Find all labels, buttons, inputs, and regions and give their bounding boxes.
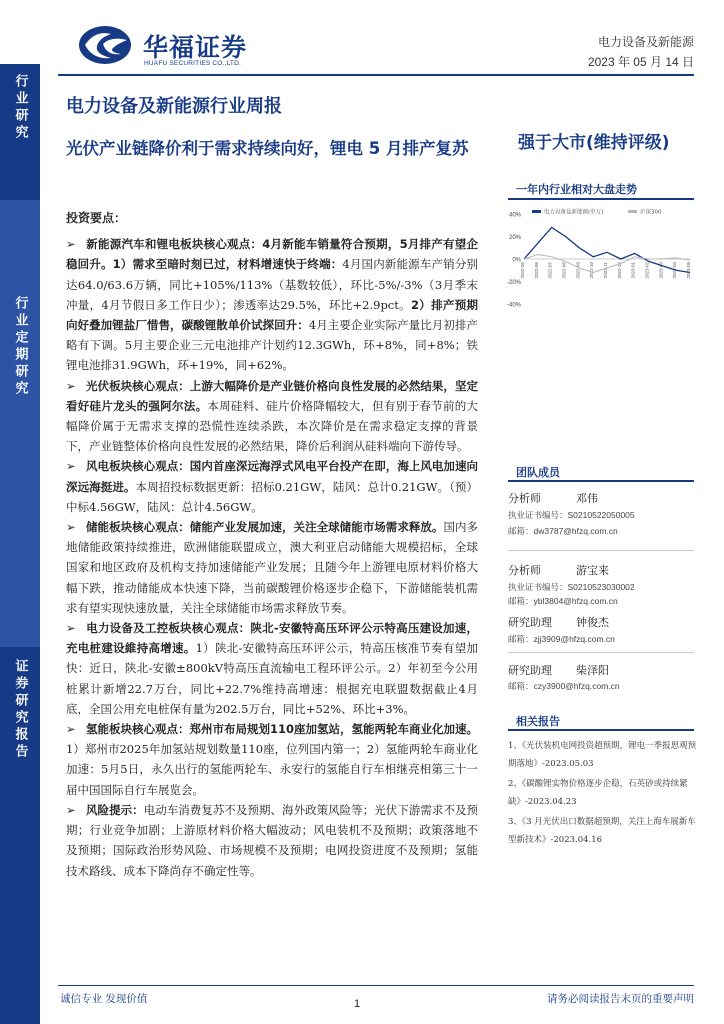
x-tick-label: 2023-04 bbox=[672, 262, 678, 279]
analyst-name: 游宝来 bbox=[576, 564, 609, 577]
arrow-bullet-icon: ➢ bbox=[66, 459, 76, 474]
x-tick-label: 2023-01 bbox=[630, 262, 636, 279]
analyst-card bbox=[508, 490, 694, 537]
related-report-item[interactable]: 2、《碳酸锂实物价格逐步企稳，石英砂或持续紧缺》-2023.04.23 bbox=[508, 779, 688, 807]
x-tick-label: 2023-03 bbox=[658, 262, 664, 279]
side-tab-label: 行业研究 bbox=[12, 74, 28, 142]
arrow-bullet-icon: ➢ bbox=[66, 722, 76, 737]
header-divider bbox=[58, 74, 694, 76]
analyst-name: 钟俊杰 bbox=[576, 616, 609, 629]
analyst-name: 邓伟 bbox=[576, 492, 598, 505]
side-tab-periodic-research bbox=[0, 200, 40, 647]
legend-swatch bbox=[532, 210, 541, 213]
x-tick-label: 2022-08 bbox=[561, 262, 567, 279]
rating: 强于大市(维持评级) bbox=[518, 133, 670, 153]
analyst-role: 研究助理 bbox=[508, 616, 552, 629]
highlight-paragraph: ➢ 风电板块核心观点：国内首座深远海浮式风电平台投产在即，海上风电加速向深远海挺进。本周招投标数据更新：招标0.21GW，陆风：总计0.21GW。（预）中标4.56GW，陆风：总计4.56GW。 bbox=[66, 456, 478, 517]
x-tick-label: 2023-05 bbox=[686, 262, 691, 279]
chart-title: 一年内行业相对大盘走势 bbox=[516, 183, 637, 196]
x-tick-label: 2022-05 bbox=[520, 262, 525, 279]
team-title-rule bbox=[508, 480, 694, 482]
analyst-email[interactable]: 邮箱：ybl3804@hfzq.com.cn bbox=[508, 596, 618, 607]
side-tab-securities-report bbox=[0, 647, 40, 1024]
highlight-paragraph: ➢ 光伏板块核心观点：上游大幅降价是产业链价格向良性发展的必然结果，坚定看好硅片龙头的强阿尔法。本周硅料、硅片价格降幅较大，但有别于春节前的大幅降价属于无需求支撑的恐慌性连续杀跌，本次降价是在需求稳定支撑的背景下，产业链整体价格向良性发展的必然结果，降价后利润从硅料端向下游传导。 bbox=[66, 376, 478, 457]
y-tick-label: 20% bbox=[508, 235, 521, 241]
highlight-paragraph: ➢ 新能源汽车和锂电板块核心观点：4月新能车销量符合预期，5月排产有望企稳回升。1）需求至暗时刻已过，材料增速快于终端：4月国内新能源车产销分别达64.0/63.6万辆，同比+105%/113%（基数较低），环比-5%/-3%（3月季末冲量，4月节假日多工作日少）；渗透率达29.5%，环比+2.9pct。2）排产预期向好叠加锂盐厂惜售，碳酸锂散单价试探回升：4月主要企业实际产量比月初排产略有下调。5月主要企业三元电池排产计划约12.3GWh，环+8%，同+8%；铁锂电池排31.9GWh，环+19%，同+62%。 bbox=[66, 234, 478, 375]
y-tick-label: -20% bbox=[506, 280, 521, 286]
analyst-card bbox=[508, 614, 694, 654]
x-tick-label: 2022-09 bbox=[575, 262, 581, 279]
analyst-cert: 执业证书编号：S0210523030002 bbox=[508, 582, 635, 593]
analyst-email[interactable]: 邮箱：czy3900@hfzq.com.cn bbox=[508, 681, 620, 692]
company-logo bbox=[77, 22, 277, 72]
header-industry: 电力设备及新能源 bbox=[597, 35, 694, 49]
analyst-name: 柴泽阳 bbox=[576, 664, 609, 677]
highlight-paragraph: ➢ 氢能板块核心观点：郑州市布局规划110座加氢站，氢能两轮车商业化加速。1）郑州市2025年加氢站规划数量110座，位列国内第一；2）氢能两轮车商业化加速：5月5日，永久出行的氢能两轮车、永安行的氢能自行车相继亮相第三十一届中国国际自行车展览会。 bbox=[66, 719, 478, 800]
huafu-logo-icon bbox=[77, 22, 137, 68]
related-reports-rule bbox=[508, 729, 694, 731]
footer-slogan: 诚信专业 发现价值 bbox=[60, 993, 148, 1005]
side-tab-industry-research bbox=[0, 64, 40, 200]
analyst-role: 研究助理 bbox=[508, 664, 552, 677]
team-title: 团队成员 bbox=[516, 466, 560, 479]
highlight-paragraph: ➢ 电力设备及工控板块核心观点：陕北-安徽特高压环评公示特高压建设加速，充电桩建设維持高增速。1）陕北-安徽特高压环评公示，特高压核准节奏有望加快：近日，陕北-安徽±800kV特高压直流输电工程环评公示。2）年初至今公用桩累计新增22.7万台，同比+22.7%维持高增速：根据充电联盟数据截止4月底，全国公用充电桩保有量为202.5万台，同比+52%、环比+3%。 bbox=[66, 618, 478, 719]
x-tick-label: 2022-06 bbox=[533, 262, 539, 279]
y-tick-label: -40% bbox=[506, 302, 521, 309]
analyst-email[interactable]: 邮箱：zjj3909@hfzq.com.cn bbox=[508, 634, 615, 645]
x-tick-label: 2023-02 bbox=[644, 262, 650, 279]
relative-performance-chart bbox=[502, 204, 696, 312]
analyst-role: 分析师 bbox=[508, 564, 541, 577]
related-report-item[interactable]: 1、《光伏装机电网投资超预期，锂电一季报思观预期落地》-2023.05.03 bbox=[508, 741, 697, 769]
report-title: 电力设备及新能源行业周报 bbox=[66, 96, 282, 117]
highlight-paragraph: ➢ 风险提示：电动车消费复苏不及预期、海外政策风险等；光伏下游需求不及预期；行业竞争加剧；上游原材料价格大幅波动；风电装机不及预期；政策落地不及预期；国际政治形势风险、市场规模不及预期；电网投资进度不及预期；氢能技术路线、成本下降尚存不确定性等。 bbox=[66, 800, 478, 881]
page-number: 1 bbox=[354, 998, 361, 1010]
analyst-role: 分析师 bbox=[508, 492, 541, 505]
arrow-bullet-icon: ➢ bbox=[66, 621, 76, 636]
logo-english-name: HUAFU SECURITIES CO.,LTD. bbox=[144, 60, 241, 67]
legend-label: 电力设备及新能源(申万) bbox=[544, 209, 604, 216]
main-title: 光伏产业链降价利于需求持续向好，锂电 5 月排产复苏 bbox=[66, 139, 469, 158]
analyst-email[interactable]: 邮箱：dw3787@hfzq.com.cn bbox=[508, 526, 618, 537]
highlight-paragraph: ➢ 储能板块核心观点：储能产业发展加速，关注全球储能市场需求释放。国内多地储能政策持续推进，欧洲储能联盟成立，澳大利亚启动储能大规模招标，全球国家和地区政府及机构支持加速储能产业发展；且随今年上游锂电原材料价格大幅下跌，推动储能成本快速下降，当前碳酸锂价格逐步企稳下，下游储能装机需求有望实现快速放量，关注全球储能市场需求释放节奏。 bbox=[66, 517, 478, 618]
team-divider bbox=[508, 652, 694, 653]
team-divider bbox=[508, 550, 694, 551]
analyst-card bbox=[508, 562, 694, 607]
analyst-cert: 执业证书编号：S0210522050005 bbox=[508, 510, 635, 521]
arrow-bullet-icon: ➢ bbox=[66, 237, 76, 252]
chart-title-rule bbox=[508, 198, 694, 200]
logo-chinese-name: 华福证券 bbox=[143, 33, 248, 62]
analyst-card bbox=[508, 662, 694, 702]
related-reports-title: 相关报告 bbox=[516, 715, 560, 728]
side-tab-label: 证券研究报告 bbox=[12, 659, 28, 761]
page-header bbox=[0, 0, 724, 84]
legend-swatch bbox=[628, 210, 637, 213]
related-report-item[interactable]: 3、《3 月光伏出口数据超预期，关注上海车展新车型新技术》-2023.04.16 bbox=[508, 817, 696, 845]
legend-label: 沪深300 bbox=[640, 209, 662, 216]
y-tick-label: 0% bbox=[512, 257, 521, 264]
x-tick-label: 2022-11 bbox=[603, 262, 608, 279]
arrow-bullet-icon: ➢ bbox=[66, 378, 76, 393]
side-tab-label: 行业定期研究 bbox=[12, 296, 28, 398]
investment-highlights bbox=[66, 208, 478, 881]
footer-divider bbox=[58, 985, 694, 986]
x-tick-label: 2022-07 bbox=[547, 262, 553, 279]
footer-disclaimer: 请务必阅读报告末页的重要声明 bbox=[547, 993, 694, 1005]
arrow-bullet-icon: ➢ bbox=[66, 520, 76, 535]
x-tick-label: 2022-10 bbox=[589, 262, 595, 279]
x-tick-label: 2022-12 bbox=[616, 262, 622, 279]
arrow-bullet-icon: ➢ bbox=[66, 802, 76, 817]
header-date: 2023 年 05 月 14 日 bbox=[587, 55, 694, 69]
y-tick-label: 40% bbox=[508, 212, 521, 219]
highlights-heading: 投资要点： bbox=[66, 211, 127, 225]
